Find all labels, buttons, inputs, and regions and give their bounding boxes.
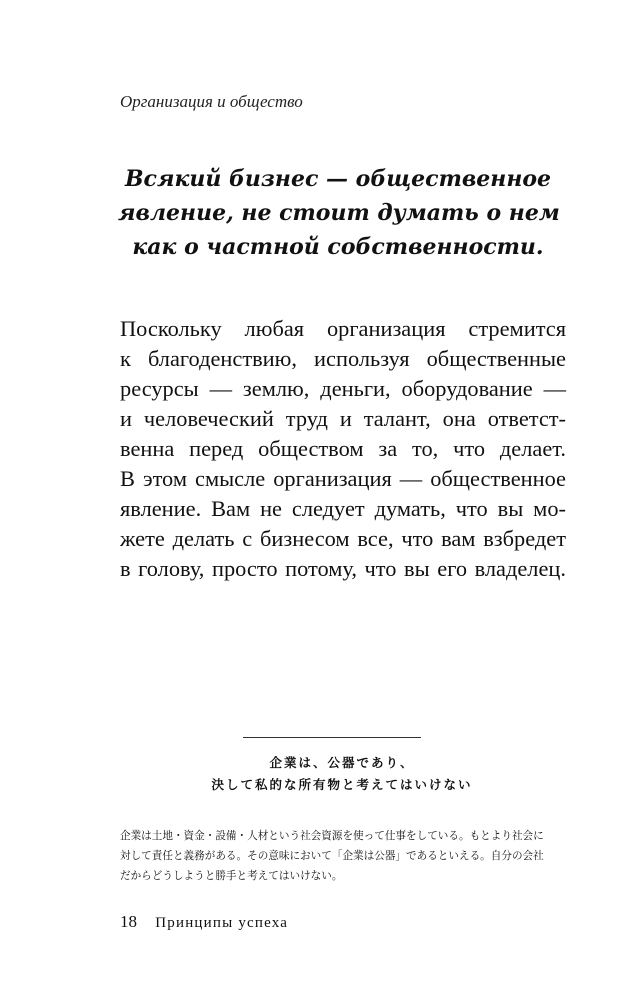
japanese-heading: [120, 752, 564, 796]
japanese-heading-line: 企業は、公器であり、: [269, 755, 415, 770]
body-line: к благоденствию, используя общественные: [120, 346, 566, 371]
japanese-line: だからどうしようと勝手と考えてはいけない。: [120, 870, 343, 882]
body-line: В этом смысле организация — общественное: [120, 466, 566, 491]
body-line: жете делать с бизнесом все, что вам взбредет: [120, 526, 566, 551]
japanese-line: 企業は土地・資金・設備・人材という社会資源を使って仕事をしている。もとより社会に: [120, 830, 544, 842]
body-line: венна перед обществом за то, что делает.: [120, 436, 566, 461]
heading-line: как о частной собственности.: [132, 234, 544, 260]
divider: [243, 737, 421, 738]
japanese-heading-line: 決して私的な所有物と考えてはいけない: [211, 777, 473, 792]
body-line: Поскольку любая организация стремится: [120, 316, 566, 341]
running-head: Организация и общество: [120, 92, 303, 111]
body-line: в голову, просто потому, что вы его владелец.: [120, 556, 566, 581]
japanese-line: 対して責任と義務がある。その意味において「企業は公器」であるといえる。自分の会社: [120, 850, 544, 862]
body-line: ресурсы — землю, деньги, оборудование —: [120, 376, 566, 401]
japanese-paragraph: [120, 826, 564, 886]
heading-line: Всякий бизнес — общественное: [124, 166, 552, 192]
book-title: Принципы успеха: [155, 915, 289, 931]
section-heading: [118, 162, 558, 264]
body-line: и человеческий труд и талант, она ответст-: [120, 406, 566, 431]
page-number: 18: [120, 912, 137, 931]
body-paragraph: [120, 314, 566, 584]
heading-line: явление, не стоит думать о нем: [118, 200, 560, 226]
page-footer: [120, 912, 288, 932]
body-line: явление. Вам не следует думать, что вы мо-: [120, 496, 566, 521]
